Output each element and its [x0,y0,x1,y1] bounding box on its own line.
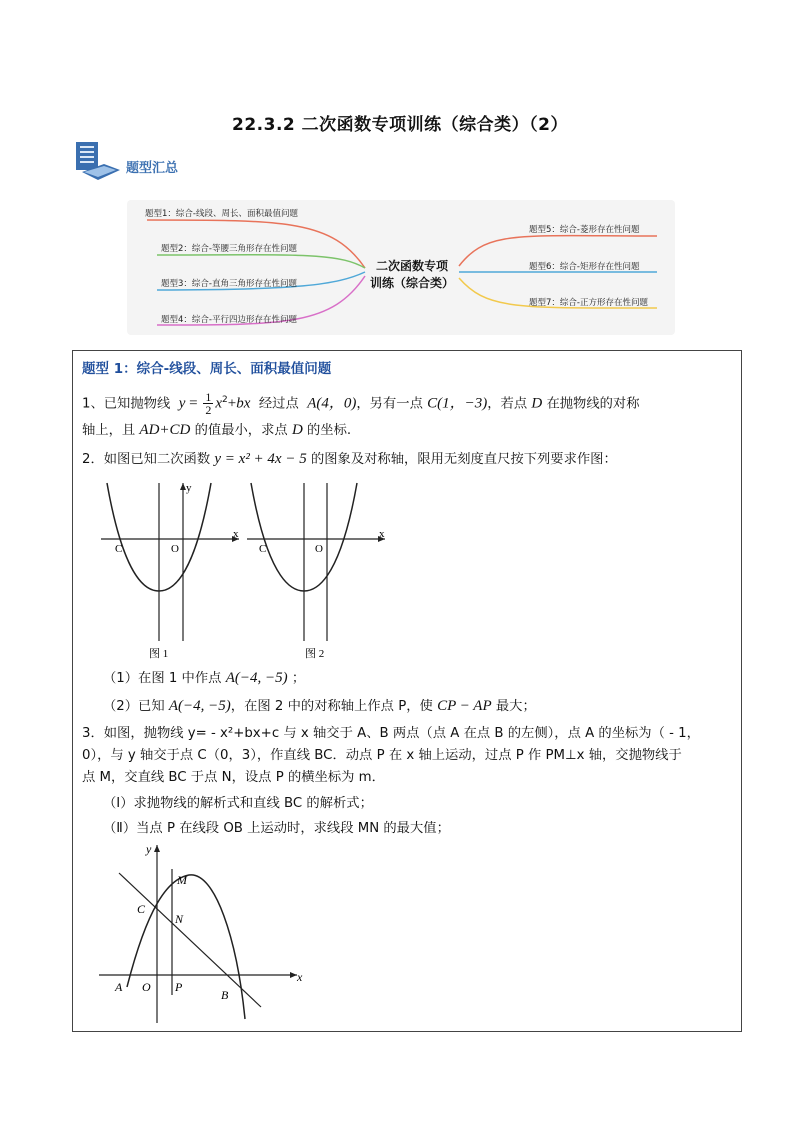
page-title: 22.3.2 二次函数专项训练（综合类）（2） [232,115,568,135]
q1-point-d-2: D [291,422,303,438]
fig2-c-label: C [259,543,267,555]
mindmap-node-type3: 题型3：综合-直角三角形存在性问题 [161,279,297,289]
fig3-n-label: N [175,912,184,926]
q2-function: y = x² + 4x − 5 [214,451,307,467]
q1-line2 [82,421,351,440]
mindmap-node-type6: 题型6：综合-矩形存在性问题 [529,262,640,272]
q1-another: ，另有一点 [356,396,423,412]
q3-line2: 0），与 y 轴交于点 C（0，3），作直线 BC．动点 P 在 x 轴上运动，过点 P 作 PM⊥x 轴，交抛物线于 [82,748,682,763]
mindmap-node-type4: 题型4：综合-平行四边形存在性问题 [161,315,297,325]
q1-rest1: ，若点 [487,396,528,412]
section-banner-label: 题型汇总 [126,161,179,176]
fig1-o-label: O [171,543,179,555]
problem-box [72,350,742,1032]
mindmap-node-type5: 题型5：综合-菱形存在性问题 [529,225,640,235]
q1-point-d: D [531,395,543,412]
q3-part2: （Ⅱ）当点 P 在线段 OB 上运动时，求线段 MN 的最大值； [103,821,450,836]
q2-part1-text: （1）在图 1 中作点 [103,671,222,686]
fig2-o-label: O [315,543,323,555]
q1-line2a: 轴上，且 [82,423,136,438]
q2-part2-point: A(−4, −5) [168,698,231,714]
section-heading: 题型 1：综合-线段、周长、面积最值问题 [82,361,332,377]
fig1-x-label: x [233,528,239,540]
fig1-caption: 图 1 [149,648,169,660]
fig3-x-label: x [297,970,303,984]
fig3-m-label: M [177,873,187,887]
q3-part1: （Ⅰ）求抛物线的解析式和直线 BC 的解析式； [103,796,373,811]
q1-rest2: 在抛物线的对称 [546,396,640,412]
mindmap-center [367,258,457,292]
q2-part1 [103,669,305,688]
q2-part2-middle: ，在图 2 中的对称轴上作点 P，使 [230,699,433,714]
q2-part2 [103,697,536,716]
fig3-o-label: O [142,980,151,994]
q2-part2-expr: CP − AP [437,698,492,714]
book-stack-icon [74,138,122,184]
q1-prefix: 1、已知抛物线 [82,396,171,412]
section-banner [74,138,214,186]
topic-mindmap [127,200,675,335]
q2-figures [99,475,389,660]
mindmap-center-line2: 训练（综合类） [369,276,454,290]
q1-point-a: A(4，0) [307,395,357,412]
fig3-y-label: y [146,842,152,856]
q2-part2-text: （2）已知 [103,699,165,714]
q1-fraction: $\frac{1}{2}$ [205,390,212,417]
q1-passes: 经过点 [258,396,299,412]
mindmap-center-line1: 二次函数专项 [375,259,448,273]
fig3-c-label: C [137,902,146,916]
q2-rest: 的图象及对称轴，限用无刻度直尺按下列要求作图： [310,452,617,467]
q2-prefix: 2．如图已知二次函数 [82,452,211,467]
q1-line2b: 的值最小，求点 [194,423,288,438]
q2-figure-2 [247,483,385,660]
fig1-c-label: C [115,543,123,555]
fig2-caption: 图 2 [305,648,325,660]
fig3-p-label: P [175,980,183,994]
q3-figure [97,839,317,1025]
fig3-a-label: A [115,980,123,994]
fig2-x-label: x [379,528,385,540]
mindmap-node-type1: 题型1：综合-线段、周长、面积最值问题 [145,209,298,219]
mindmap-node-type2: 题型2：综合-等腰三角形存在性问题 [161,244,297,254]
fig1-y-label: y [186,482,192,494]
q3-line1: 3．如图，抛物线 y= - x²+bx+c 与 x 轴交于 A、B 两点（点 A 在点 B 的左侧），点 A 的坐标为（ - 1， [82,726,700,741]
q1-line1: 1、已知抛物线 y = $\frac{1}{2}$ $x^2+bx$ 经过点 A(4，0)，另有一点 C(1，−3)，若点 D 在抛物线的对称 [82,390,640,417]
q2-figure-1 [101,482,239,660]
q2-part1-point: A(−4, −5) [225,670,288,686]
q2-part1-end: ； [291,671,306,686]
q2-line [82,450,617,469]
q1-sum: AD+CD [139,422,191,438]
q1-point-c: C(1，−3) [427,395,488,412]
fig3-b-label: B [221,988,229,1002]
q3-line3: 点 M，交直线 BC 于点 N，设点 P 的横坐标为 m． [82,770,385,785]
branch-line-2 [157,255,365,268]
mindmap-node-type7: 题型7：综合-正方形存在性问题 [529,298,648,308]
q1-line2c: 的坐标. [307,423,352,438]
q2-part2-end: 最大； [495,699,536,714]
